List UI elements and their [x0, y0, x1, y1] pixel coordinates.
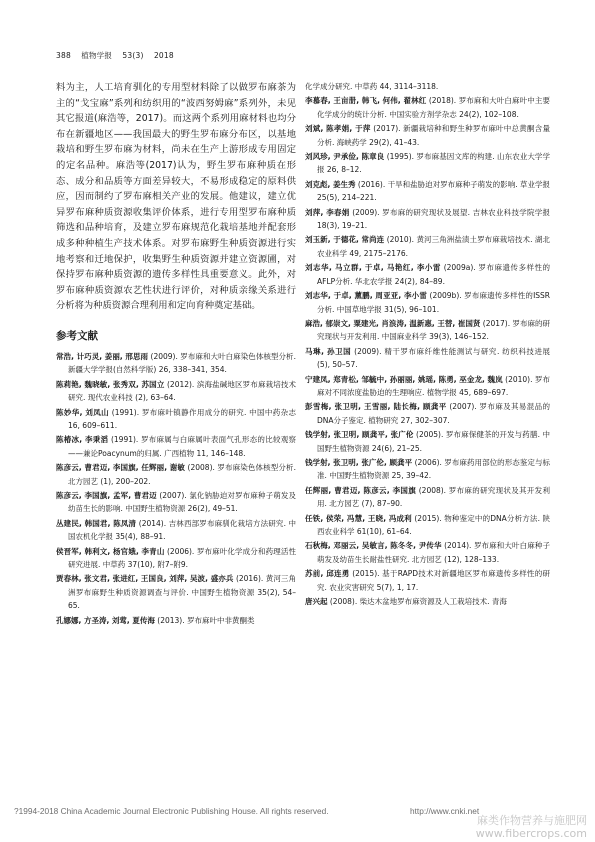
reference-entry: [305, 317, 550, 344]
reference-authors: 唐兴起: [305, 597, 328, 607]
references-heading: 参考文献: [56, 329, 98, 342]
reference-details: (2006). 罗布麻叶化学成分和药理活性研究进展. 中草药 37(10), 附7–附9.: [68, 546, 296, 569]
reference-details: (2010). 黄河三角洲盐渍土罗布麻栽培技术. 湖北农业科学 49, 2175–2176.: [317, 235, 550, 258]
reference-entry: [305, 595, 550, 608]
reference-details: (2008). 罗布麻的研究现状及其开发利用. 北方园艺 (7), 87–90.: [317, 485, 550, 509]
reference-authors: 陈椿冰, 李秉滔: [56, 435, 109, 445]
reference-entry: [305, 233, 550, 260]
reference-authors: 刘风珍, 尹承俭, 陈章良: [305, 152, 385, 162]
reference-details: (2012). 滨海盐碱地区罗布麻栽培技术研究. 现代农业科技 (2), 63–64.: [68, 379, 296, 403]
journal-name: 植物学报: [81, 51, 113, 60]
reference-entry: [305, 539, 550, 566]
reference-entry: [56, 406, 296, 433]
reference-authors: 李慕春, 王亩册, 韩飞, 何伟, 翟林红: [305, 96, 427, 106]
watermark-title: 麻类作物营养与施肥网: [477, 814, 587, 827]
copyright-notice: ?1994-2018 China Academic Journal Electronic Publishing House. All rights reserved.: [14, 806, 329, 816]
reference-details: (2009b). 罗布麻遗传多样性的ISSR分析. 中国草地学报 31(5), 96–101.: [317, 291, 551, 314]
reference-details: (2007). 氯化钠胁迫对罗布麻种子萌发及幼苗生长的影响. 中国野生植物资源 26(2), 49–51.: [68, 490, 296, 514]
page-number: 388: [56, 51, 71, 60]
reference-entry: [56, 433, 296, 460]
reference-authors: 陈彦云, 曹君迈, 李国旗, 任辉丽, 谢敏: [56, 463, 186, 473]
reference-details: (1991). 罗布麻叶镇静作用成分的研究. 中国中药杂志 16, 609–611.: [68, 407, 297, 430]
reference-authors: 刘萍, 李春娟: [305, 207, 350, 217]
reference-entry: [305, 428, 550, 455]
reference-entry: [56, 378, 296, 405]
reference-details: (2015). 基于RAPD技术对新疆地区罗布麻遗传多样性的研究. 农业灾害研究 5(7), 1, 17.: [317, 569, 550, 592]
reference-authors: 侯晋军, 韩利文, 杨官娥, 李青山: [56, 546, 165, 556]
reference-details: (2008). 柴达木盆地罗布麻资源及人工栽培技术. 青海: [327, 597, 507, 607]
reference-details: (2018). 罗布麻和大叶白麻叶中主要化学成分的统计分析. 中国实验方剂学杂志 24(2), 102–108.: [317, 96, 550, 119]
reference-authors: 孔娜娜, 方圣涛, 刘莺, 夏传海: [56, 615, 155, 625]
reference-entry: [305, 150, 550, 177]
left-column: [56, 80, 296, 628]
reference-authors: 常浩, 计巧灵, 姜丽, 邢思雨: [56, 351, 149, 361]
reference-entry: [305, 400, 550, 427]
reference-details: (2017). 新疆栽培种和野生种罗布麻叶中总黄酮含量分析. 海峡药学 29(2), 41–43.: [317, 124, 551, 147]
reference-details: (2010). 罗布麻对不同浓度盐胁迫的生理响应. 植物学报 45, 689–697.: [317, 374, 550, 397]
reference-details: (2016). 干旱和盐胁迫对罗布麻种子萌发的影响. 草业学报 25(5), 214–221.: [317, 179, 550, 203]
reference-entry: [305, 345, 550, 372]
reference-entry: [305, 373, 550, 400]
watermark-url: www.fibercrops.com: [475, 827, 587, 840]
reference-authors: 彭雪梅, 张卫明, 王雪丽, 陆长梅, 顾龚平: [305, 402, 447, 412]
reference-entry: [305, 122, 550, 149]
reference-details: (2009a). 罗布麻遗传多样性的AFLP分析. 华北农学报 24(2), 84–89.: [317, 263, 551, 286]
reference-authors: 宁建凤, 郑青松, 邹毓中, 孙丽丽, 姚瑶, 陈勇, 巫金龙, 魏岚: [305, 374, 503, 384]
reference-details: (1991). 罗布麻属与白麻属叶表面气孔形态的比较观察——兼论Poacynum的归属. 广西植物 11, 146–148.: [68, 435, 296, 458]
reference-entry: [56, 350, 296, 377]
reference-authors: 马琳, 孙卫国: [305, 346, 352, 356]
running-header: [56, 50, 174, 61]
reference-entry: [305, 567, 550, 594]
reference-entry: [56, 489, 296, 516]
reference-details: (2014). 吉林西部罗布麻驯化栽培方法研究. 中国农机化学报 35(4), 88–91.: [68, 518, 297, 542]
reference-details: (2014). 罗布麻和大叶白麻种子萌发及幼苗生长耐盐性研究. 北方园艺 (12), 128–133.: [317, 541, 551, 564]
reference-authors: 麻浩, 郁崇文, 粟建光, 肖浪涛, 温新惠, 王替, 崔国贤: [305, 318, 481, 328]
reference-details: (2007). 罗布麻及其易混品的DNA分子鉴定. 植物研究 27, 302–307.: [317, 402, 550, 425]
reference-entry: [305, 94, 550, 121]
reference-authors: 钱学射, 张卫明, 张广伦, 顾龚平: [305, 457, 413, 467]
body-paragraph: 料为主，人工培育驯化的专用型材料除了以做罗布麻茶为主的“戈宝麻”系列和纺织用的“波西努姆麻”系列外，未见其它报道(麻浩等，2017)。而这两个系列用麻材料也均分布在新疆地区——我国最大的野生罗布麻分布区，以基地栽培和野生罗布麻为材料，尚未在生产上游形成专用固定的定名品种。麻浩等(2017)认为，野生罗布麻种质在形态、成分和品质等方面差异较大，不易形成稳定的原料供应，因而制约了罗布麻相关产业的发展。他建议，建立优异罗布麻种质资源收集评价体系，进行专用型罗布麻种质筛选和品种培育，及建立罗布麻规范化栽培基地并配套形成多种种植生产技术体系。对罗布麻野生种质资源进行实地考察和迁地保护，收集野生种质资源并建立资源圃，对保持罗布麻种质资源的遗传多样性具重要意义。此外，对罗布麻种质资源农艺性状进行评价，对种质亲缘关系进行分析将为种质资源合理利用和定向育种奠定基础。: [56, 82, 296, 312]
right-column: [305, 80, 550, 609]
volume-issue: 53(3): [122, 51, 144, 60]
reference-details: (2015). 物种鉴定中的DNA分析方法. 陕西农业科学 61(10), 61–64.: [317, 513, 551, 536]
reference-authors: 刘玉新, 于德花, 常尚连: [305, 235, 385, 245]
reference-authors: 刘斌, 陈孝娟, 于萍: [305, 124, 371, 134]
reference-entry: [56, 614, 296, 627]
footer-link[interactable]: http://www.cnki.net: [410, 806, 480, 816]
reference-details: 化学成分研究. 中草药 44, 3114–3118.: [305, 82, 439, 91]
reference-authors: 贾春林, 张文君, 张进红, 王国良, 刘萍, 吴波, 盛亦兵: [56, 574, 234, 584]
reference-details: (2006). 罗布麻药用部位的形态鉴定与标准. 中国野生植物资源 25, 39–42.: [317, 457, 550, 481]
reference-details: (1995). 罗布麻基因文库的构建. 山东农业大学学报 26, 8–12.: [317, 152, 550, 175]
reference-entry: [56, 517, 296, 544]
reference-entry: [305, 80, 550, 93]
reference-details: (2016). 黄河三角洲罗布麻野生种质资源调查与评价. 中国野生植物资源 35(2), 54–65.: [68, 574, 296, 611]
reference-authors: 苏前, 邱连勇: [305, 569, 350, 579]
reference-entry: [305, 456, 550, 483]
reference-authors: 刘志华, 马立群, 于卓, 马艳红, 李小雷: [305, 263, 441, 273]
reference-entry: [305, 261, 550, 288]
reference-entry: [305, 484, 550, 511]
reference-authors: 任辉丽, 曹君迈, 陈彦云, 李国旗: [305, 485, 417, 495]
reference-details: (2009). 精干罗布麻纤维性能测试与研究. 纺织科技进展 (5), 50–57.: [317, 346, 550, 370]
reference-details: (2009). 罗布麻和大叶白麻染色体核型分析. 新疆大学学报(自然科学版) 26, 338–341, 354.: [68, 351, 296, 375]
publication-year: 2018: [153, 51, 174, 60]
reference-details: (2009). 罗布麻的研究现状及展望. 吉林农业科技学院学报 18(3), 19–21.: [317, 207, 551, 231]
reference-authors: 石秋梅, 邓丽云, 吴敏言, 陈冬冬, 尹传华: [305, 541, 442, 551]
reference-authors: 刘志华, 于卓, 薰鹏, 周亚亚, 李小雷: [305, 291, 427, 301]
reference-authors: 陈妙华, 刘凤山: [56, 407, 110, 417]
reference-entry: [56, 461, 296, 488]
reference-authors: 钱学射, 张卫明, 顾龚平, 张广伦: [305, 430, 414, 440]
reference-entry: [56, 572, 296, 612]
reference-list-left: [56, 350, 296, 627]
reference-authors: 丛建民, 韩国君, 陈凤清: [56, 518, 137, 528]
site-watermark: [476, 814, 587, 840]
reference-entry: [305, 206, 550, 233]
reference-entry: [305, 512, 550, 539]
reference-authors: 任铁, 侯荣, 冯慧, 王晓, 冯成利: [305, 513, 412, 523]
reference-entry: [305, 289, 550, 316]
reference-authors: 刘克彪, 姜生秀: [305, 179, 356, 189]
reference-authors: 陈莉艳, 魏晓敏, 张秀双, 苏国立: [56, 379, 165, 389]
reference-details: (2005). 罗布麻保健茶的开发与药膳. 中国野生植物资源 24(6), 21–25.: [317, 430, 550, 453]
reference-authors: 陈彦云, 李国旗, 孟军, 曹君迈: [56, 490, 157, 500]
reference-details: (2013). 罗布麻叶中非黄酮类: [154, 615, 255, 625]
reference-list-right: [305, 80, 550, 608]
reference-entry: [305, 178, 550, 205]
reference-entry: [56, 545, 296, 572]
reference-details: (2017). 罗布麻的研究现状与开发利用. 中国麻业科学 39(3), 146–152.: [317, 318, 550, 342]
reference-details: (2008). 罗布麻染色体核型分析. 北方园艺 (1), 200–202.: [68, 463, 296, 486]
